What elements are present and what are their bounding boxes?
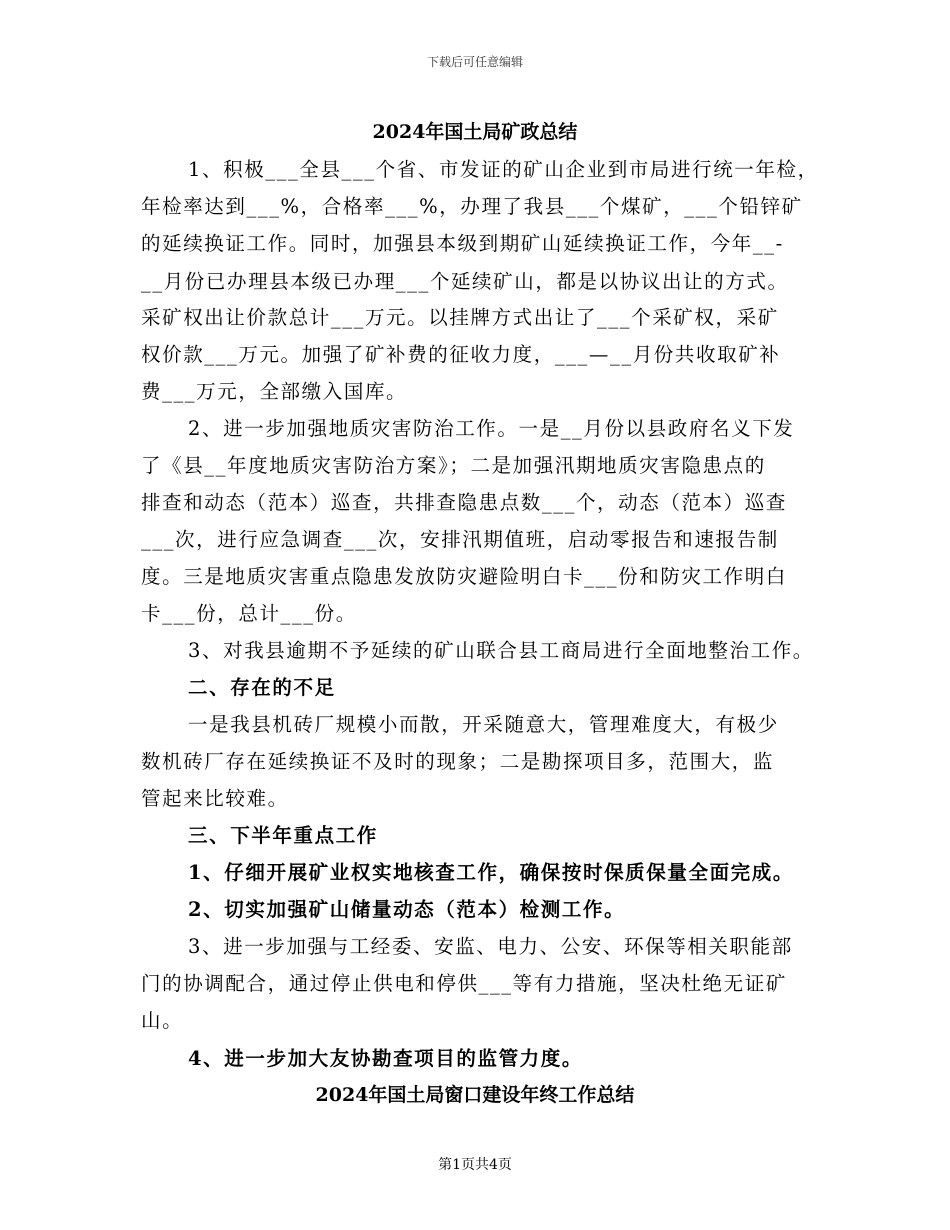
body-line: ___次，进行应急调查___次，安排汛期值班，启动零报告和速报告制: [141, 528, 779, 551]
body-line: 数机砖厂存在延续换证不及时的现象；二是勘探项目多，范围大，监: [141, 750, 775, 773]
body-line: 1、仔细开展矿业权实地核查工作，确保按时保质保量全面完成。: [188, 861, 794, 884]
body-line: 3、进一步加强与工经委、安监、电力、公安、环保等相关职能部: [188, 935, 793, 958]
section-heading: 二、存在的不足: [188, 676, 336, 699]
body-line: 年检率达到___%，合格率___%，办理了我县___个煤矿，___个铅锌矿: [141, 195, 803, 218]
body-line: 一是我县机砖厂规模小而散，开采随意大，管理难度大，有极少: [188, 713, 779, 736]
body-line: __月份已办理县本级已办理___个延续矿山，都是以协议出让的方式。: [141, 270, 789, 293]
body-line: 3、对我县逾期不予延续的矿山联合县工商局进行全面地整治工作。: [188, 639, 814, 662]
body-line: 1、积极___全县___个省、市发证的矿山企业到市局进行统一年检，: [188, 158, 819, 181]
section-heading: 三、下半年重点工作: [188, 824, 378, 847]
body-line: 采矿权出让价款总计___万元。以挂牌方式出让了___个采矿权，采矿: [141, 306, 779, 329]
body-line: 管起来比较难。: [141, 787, 289, 810]
next-document-title: 2024年国土局窗口建设年终工作总结: [315, 1084, 635, 1106]
body-line: 门的协调配合，通过停止供电和停供___等有力措施，坚决杜绝无证矿: [141, 972, 787, 995]
body-line: 度。三是地质灾害重点隐患发放防灾避险明白卡___份和防灾工作明白: [141, 565, 787, 588]
document-title: 2024年国土局矿政总结: [372, 121, 578, 143]
body-line: 权价款___万元。加强了矿补费的征收力度，___—__月份共收取矿补: [141, 343, 781, 366]
body-line: 了《县__年度地质灾害防治方案》；二是加强汛期地质灾害隐患点的: [141, 454, 766, 477]
body-line: 2、进一步加强地质灾害防治工作。一是__月份以县政府名义下发: [188, 417, 795, 440]
body-line: 的延续换证工作。同时，加强县本级到期矿山延续换证工作，今年__-: [141, 232, 784, 255]
body-line: 2、切实加强矿山储量动态（范本）检测工作。: [188, 898, 626, 921]
body-line: 费___万元，全部缴入国库。: [141, 380, 408, 403]
body-line: 卡___份，总计___份。: [141, 602, 357, 625]
body-line: 4、进一步加大友协勘查项目的监管力度。: [188, 1047, 583, 1070]
page-number: 第1页共4页: [438, 1157, 512, 1173]
header-note: 下载后可任意编辑: [426, 55, 523, 69]
body-line: 排查和动态（范本）巡查，共排查隐患点数___个，动态（范本）巡查: [141, 491, 787, 514]
body-line: 山。: [141, 1009, 184, 1032]
